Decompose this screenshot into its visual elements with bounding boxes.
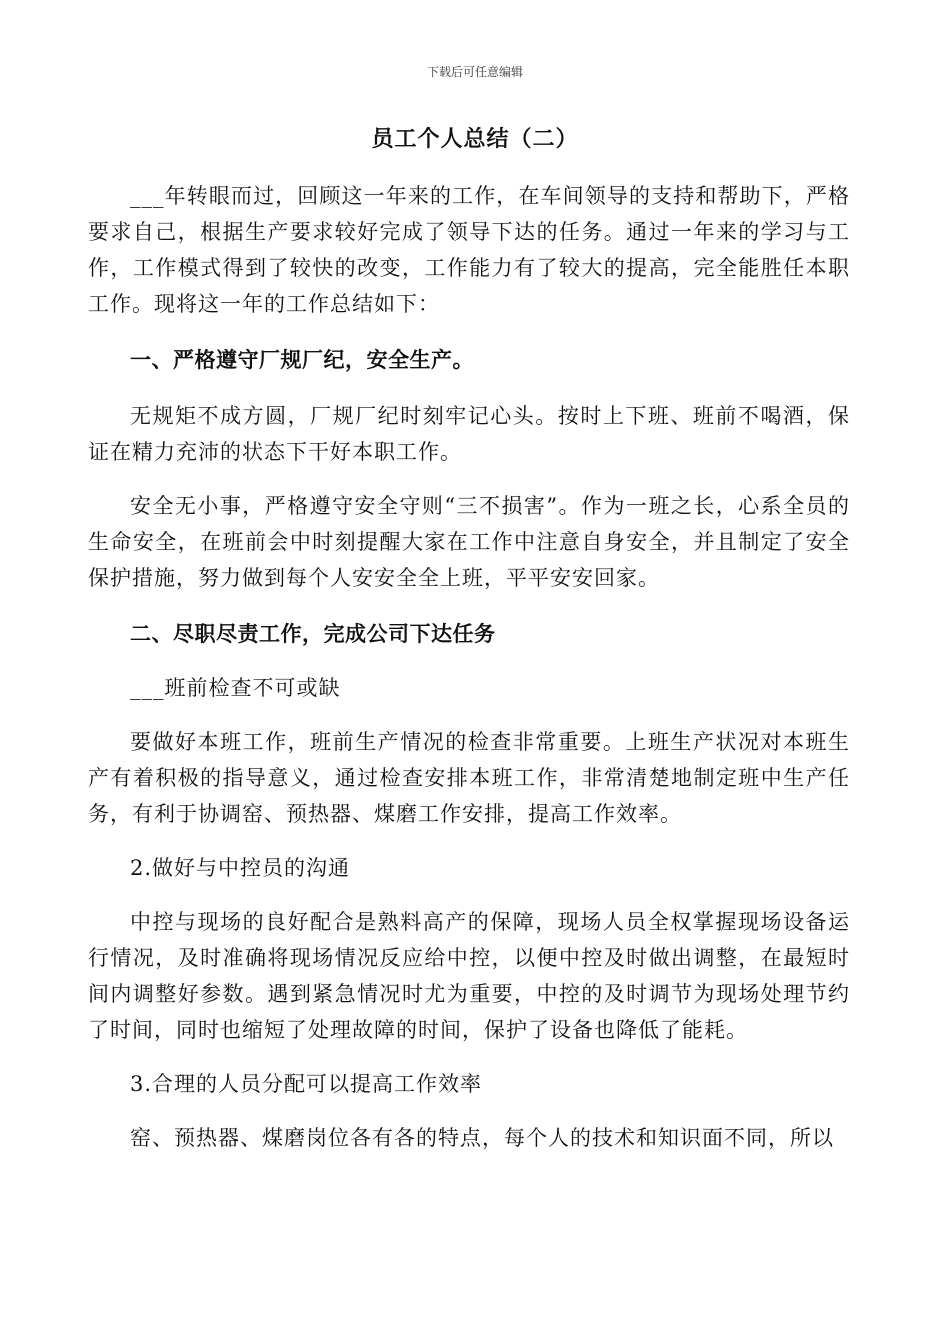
paragraph-staffing: 窑、预热器、煤磨岗位各有各的特点，每个人的技术和知识面不同，所以 <box>130 1126 834 1150</box>
document-title: 员工个人总结（二） <box>371 127 579 152</box>
section-heading-2: 二、尽职尽责工作，完成公司下达任务 <box>130 622 496 646</box>
document-body <box>88 178 850 1156</box>
paragraph-safety: 安全无小事，严格遵守安全守则“三不损害”。作为一班之长，心系全员的生命安全，在班前会中时刻提醒大家在工作中注意自身安全，并且制定了安全保护措施，努力做到每个人安安全全上班，平平安安回家。 <box>88 494 850 590</box>
section-heading-1: 一、严格遵守厂规厂纪，安全生产。 <box>130 348 474 372</box>
paragraph-communication: 中控与现场的良好配合是熟料高产的保障，现场人员全权掌握现场设备运行情况，及时准确将现场情况反应给中控，以便中控及时做出调整，在最短时间内调整好参数。遇到紧急情况时尤为重要，中控的及时调节为现场处理节约了时间，同时也缩短了处理故障的时间，保护了设备也降低了能耗。 <box>88 910 850 1042</box>
paragraph-rules: 无规矩不成方圆，厂规厂纪时刻牢记心头。按时上下班、班前不喝酒，保证在精力充沛的状态下干好本职工作。 <box>88 404 850 464</box>
header-note: 下载后可任意编辑 <box>426 65 523 79</box>
subheading-2: 2.做好与中控员的沟通 <box>130 856 351 880</box>
subheading-3: 3.合理的人员分配可以提高工作效率 <box>130 1072 483 1096</box>
subheading-1: ___班前检查不可或缺 <box>130 676 341 700</box>
intro-paragraph: ___年转眼而过，回顾这一年来的工作，在车间领导的支持和帮助下，严格要求自己，根据生产要求较好完成了领导下达的任务。通过一年来的学习与工作，工作模式得到了较快的改变，工作能力有了较大的提高，完全能胜任本职工作。现将这一年的工作总结如下： <box>88 184 850 316</box>
paragraph-pre-shift-check: 要做好本班工作，班前生产情况的检查非常重要。上班生产状况对本班生产有着积极的指导意义，通过检查安排本班工作，非常清楚地制定班中生产任务，有利于协调窑、预热器、煤磨工作安排，提高工作效率。 <box>88 730 850 826</box>
